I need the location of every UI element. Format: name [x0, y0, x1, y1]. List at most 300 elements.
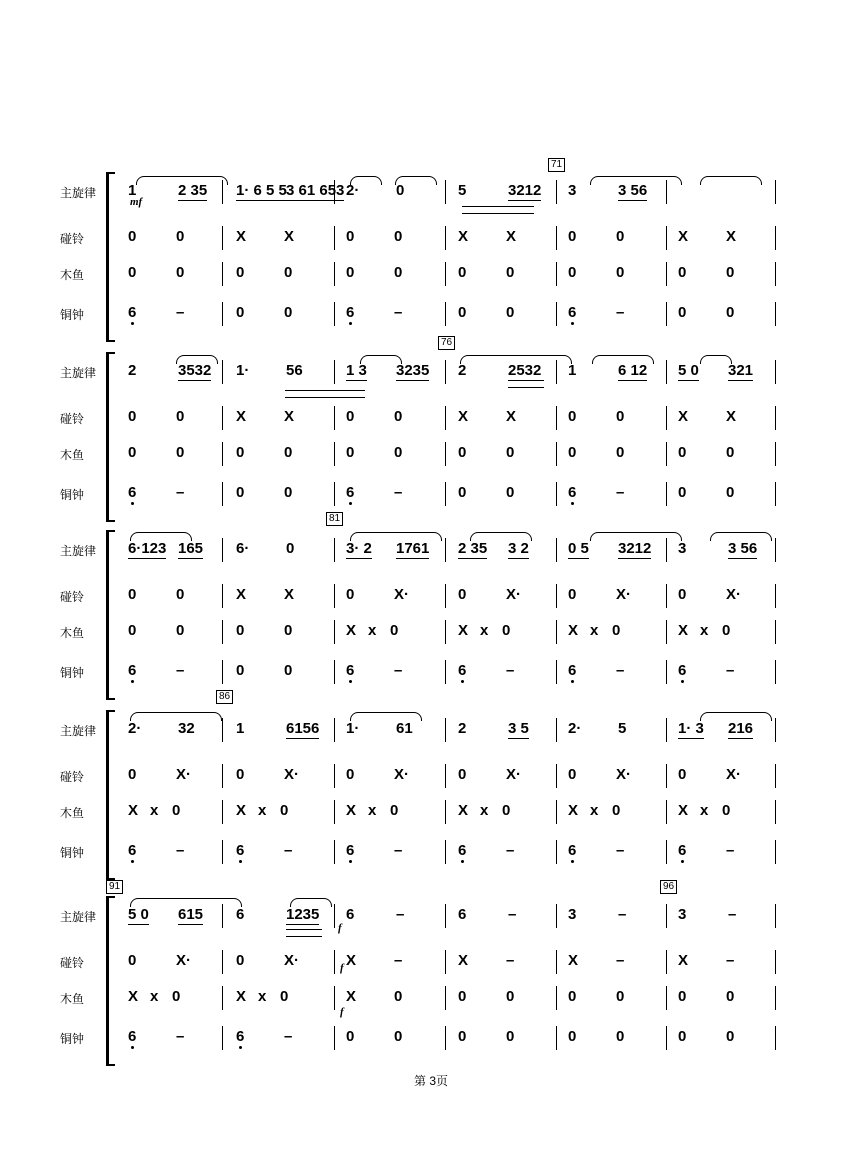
wood-note: X — [236, 802, 247, 819]
barline — [222, 800, 223, 824]
wood-note: 0 — [176, 444, 185, 461]
lower-octave-dot — [571, 680, 574, 683]
melody-note: 56 — [286, 362, 303, 379]
barline — [222, 482, 223, 506]
lower-octave-dot — [571, 322, 574, 325]
wood-note: 0 — [284, 264, 293, 281]
melody-note: 2· — [346, 182, 360, 199]
instrument-label: 主旋律 — [60, 544, 97, 558]
slur — [176, 355, 218, 364]
wood-note: x — [480, 802, 489, 819]
barline — [556, 1026, 557, 1050]
bell-note: 0 — [236, 952, 245, 969]
slur — [360, 355, 402, 364]
barline — [556, 442, 557, 466]
bell-note: X· — [284, 766, 299, 783]
chime-note: – — [616, 484, 625, 501]
barline — [775, 950, 776, 974]
bell-note: X· — [394, 766, 409, 783]
wood-note: X — [568, 802, 579, 819]
chime-note: 6 — [128, 1028, 137, 1045]
melody-note: 2 35 — [458, 540, 488, 557]
bell-note: 0 — [458, 586, 467, 603]
lower-octave-dot — [349, 860, 352, 863]
chime-note: – — [176, 662, 185, 679]
chime-note: 0 — [284, 484, 293, 501]
barline — [666, 584, 667, 608]
bell-note: X· — [284, 952, 299, 969]
barline — [222, 442, 223, 466]
melody-note: 3212 — [618, 540, 652, 557]
instrument-label: 铜钟 — [60, 488, 85, 502]
wood-note: 0 — [128, 622, 137, 639]
chime-note: 0 — [678, 484, 687, 501]
wood-note: 0 — [284, 622, 293, 639]
lower-octave-dot — [239, 1046, 242, 1049]
chime-note: 6 — [458, 662, 467, 679]
melody-note: 1· 3 — [678, 720, 704, 737]
barline — [556, 180, 557, 204]
melody-note: 32 — [178, 720, 195, 737]
barline — [334, 262, 335, 286]
barline — [666, 840, 667, 864]
instrument-label: 木鱼 — [60, 448, 85, 462]
slur — [590, 176, 682, 185]
barline — [775, 226, 776, 250]
wood-note: 0 — [726, 444, 735, 461]
chime-note: 6 — [568, 842, 577, 859]
barline — [556, 406, 557, 430]
wood-note: 0 — [568, 444, 577, 461]
melody-note: 165 — [178, 540, 204, 557]
chime-note: 0 — [284, 662, 293, 679]
bell-note: 0 — [568, 408, 577, 425]
bell-note: X· — [726, 586, 741, 603]
bell-note: 0 — [394, 408, 403, 425]
wood-note: 0 — [284, 444, 293, 461]
melody-note: 6·123 — [128, 540, 167, 557]
bell-note: X — [284, 408, 295, 425]
chime-note: 6 — [346, 662, 355, 679]
slur — [592, 355, 654, 364]
chime-note: – — [394, 304, 403, 321]
slur — [700, 712, 772, 721]
melody-note: 216 — [728, 720, 754, 737]
barline — [666, 620, 667, 644]
wood-note: X — [678, 622, 689, 639]
bell-note: X — [284, 228, 295, 245]
rehearsal-mark: 81 — [326, 512, 343, 526]
chime-note: 0 — [458, 484, 467, 501]
barline — [222, 620, 223, 644]
chime-note: 6 — [346, 484, 355, 501]
lower-octave-dot — [239, 860, 242, 863]
bell-note: X — [458, 228, 469, 245]
chime-note: 0 — [678, 1028, 687, 1045]
barline — [556, 620, 557, 644]
hairpin — [462, 206, 534, 214]
wood-note: 0 — [616, 988, 625, 1005]
barline — [334, 226, 335, 250]
barline — [666, 950, 667, 974]
barline — [222, 226, 223, 250]
melody-note: – — [618, 906, 627, 923]
wood-note: X — [458, 622, 469, 639]
instrument-label: 碰铃 — [60, 412, 85, 426]
wood-note: 0 — [678, 264, 687, 281]
chime-note: 6 — [128, 842, 137, 859]
melody-note: 6 — [458, 906, 467, 923]
bell-note: 0 — [128, 586, 137, 603]
bell-note: X· — [506, 766, 521, 783]
wood-note: 0 — [506, 444, 515, 461]
instrument-label: 主旋律 — [60, 366, 97, 380]
wood-note: X — [236, 988, 247, 1005]
instrument-label: 铜钟 — [60, 846, 85, 860]
chime-note: 6 — [346, 842, 355, 859]
barline — [556, 986, 557, 1010]
bell-note: 0 — [346, 408, 355, 425]
bell-note: 0 — [128, 228, 137, 245]
barline — [556, 950, 557, 974]
melody-note: 6 — [236, 906, 245, 923]
wood-note: 0 — [458, 264, 467, 281]
melody-note: 5 0 — [678, 362, 699, 379]
wood-note: x — [480, 622, 489, 639]
barline — [556, 302, 557, 326]
chime-note: 6 — [458, 842, 467, 859]
wood-note: 0 — [506, 988, 515, 1005]
melody-note: 6156 — [286, 720, 320, 737]
lower-octave-dot — [131, 860, 134, 863]
melody-note: 2 — [458, 720, 467, 737]
instrument-label: 木鱼 — [60, 626, 85, 640]
bell-note: X· — [394, 586, 409, 603]
wood-note: 0 — [458, 988, 467, 1005]
wood-note: X — [128, 802, 139, 819]
barline — [775, 584, 776, 608]
barline — [666, 302, 667, 326]
chime-note: 0 — [726, 1028, 735, 1045]
bell-note: 0 — [128, 952, 137, 969]
barline — [445, 764, 446, 788]
barline — [775, 180, 776, 204]
barline — [445, 950, 446, 974]
barline — [445, 226, 446, 250]
instrument-label: 主旋律 — [60, 910, 97, 924]
chime-note: – — [176, 842, 185, 859]
melody-note: 1· — [346, 720, 360, 737]
melody-note: 2 35 — [178, 182, 208, 199]
wood-note: 0 — [128, 444, 137, 461]
instrument-label: 碰铃 — [60, 590, 85, 604]
instrument-label: 铜钟 — [60, 1032, 85, 1046]
wood-note: 0 — [394, 264, 403, 281]
bell-note: 0 — [568, 766, 577, 783]
chime-note: 6 — [678, 842, 687, 859]
barline — [334, 1026, 335, 1050]
barline — [556, 800, 557, 824]
barline — [445, 442, 446, 466]
barline — [334, 302, 335, 326]
barline — [666, 406, 667, 430]
melody-note: 1 3 — [346, 362, 367, 379]
wood-note: x — [700, 802, 709, 819]
barline — [556, 538, 557, 562]
wood-note: 0 — [726, 988, 735, 1005]
slur — [350, 712, 422, 721]
bell-note: X — [678, 408, 689, 425]
barline — [775, 800, 776, 824]
wood-note: 0 — [568, 988, 577, 1005]
barline — [334, 538, 335, 562]
instrument-label: 主旋律 — [60, 724, 97, 738]
barline — [556, 660, 557, 684]
chime-note: – — [176, 304, 185, 321]
barline — [445, 718, 446, 742]
barline — [445, 262, 446, 286]
lower-octave-dot — [349, 680, 352, 683]
slur — [395, 176, 437, 185]
bell-note: 0 — [128, 766, 137, 783]
bell-note: X — [284, 586, 295, 603]
rehearsal-mark: 71 — [548, 158, 565, 172]
barline — [775, 1026, 776, 1050]
bell-note: 0 — [616, 408, 625, 425]
bell-note: 0 — [346, 766, 355, 783]
bell-note: X — [458, 408, 469, 425]
melody-note: 0 — [286, 540, 295, 557]
rehearsal-mark: 91 — [106, 880, 123, 894]
instrument-label: 铜钟 — [60, 666, 85, 680]
barline — [775, 406, 776, 430]
melody-note: 1 — [236, 720, 245, 737]
bell-note: X· — [616, 766, 631, 783]
chime-note: – — [394, 842, 403, 859]
wood-note: 0 — [616, 444, 625, 461]
melody-note: 3 56 — [618, 182, 648, 199]
barline — [222, 660, 223, 684]
chime-note: – — [284, 1028, 293, 1045]
bell-note: X· — [616, 586, 631, 603]
slur — [350, 176, 382, 185]
barline — [222, 950, 223, 974]
bell-note: X· — [176, 952, 191, 969]
chime-note: 0 — [394, 1028, 403, 1045]
barline — [666, 226, 667, 250]
barline — [334, 442, 335, 466]
bell-note: – — [726, 952, 735, 969]
chime-note: 6 — [128, 484, 137, 501]
wood-note: x — [590, 802, 599, 819]
chime-note: – — [616, 842, 625, 859]
melody-note: 61 — [396, 720, 413, 737]
chime-note: – — [284, 842, 293, 859]
slur — [700, 355, 732, 364]
wood-note: x — [150, 802, 159, 819]
barline — [666, 360, 667, 384]
wood-note: 0 — [678, 988, 687, 1005]
wood-note: 0 — [506, 264, 515, 281]
barline — [445, 360, 446, 384]
barline — [775, 442, 776, 466]
lower-octave-dot — [349, 322, 352, 325]
chime-note: – — [394, 662, 403, 679]
bell-note: X — [678, 228, 689, 245]
chime-note: – — [394, 484, 403, 501]
slur — [470, 532, 532, 541]
lower-octave-dot — [131, 502, 134, 505]
chime-note: – — [176, 484, 185, 501]
bell-note: 0 — [346, 228, 355, 245]
wood-note: 0 — [172, 988, 181, 1005]
barline — [445, 302, 446, 326]
hairpin — [508, 380, 544, 388]
melody-note: 1· 6 5 5 — [236, 182, 287, 199]
chime-note: 6 — [236, 1028, 245, 1045]
bell-note: 0 — [678, 586, 687, 603]
melody-note: 5 0 — [128, 906, 149, 923]
bell-note: X — [678, 952, 689, 969]
melody-note: 3212 — [508, 182, 542, 199]
barline — [334, 986, 335, 1010]
barline — [666, 904, 667, 928]
slur — [130, 712, 222, 721]
chime-note: 6 — [128, 662, 137, 679]
melody-note: 3 61 653 — [286, 182, 345, 199]
wood-note: 0 — [176, 264, 185, 281]
chime-note: 0 — [616, 1028, 625, 1045]
barline — [445, 800, 446, 824]
melody-note: 2 — [458, 362, 467, 379]
wood-note: 0 — [612, 622, 621, 639]
barline — [666, 986, 667, 1010]
melody-note: 321 — [728, 362, 754, 379]
bell-note: 0 — [678, 766, 687, 783]
slur — [590, 532, 682, 541]
wood-note: 0 — [678, 444, 687, 461]
barline — [666, 442, 667, 466]
barline — [445, 840, 446, 864]
melody-note: 3 — [568, 182, 577, 199]
rehearsal-mark: 76 — [438, 336, 455, 350]
chime-note: – — [176, 1028, 185, 1045]
barline — [334, 482, 335, 506]
wood-note: X — [568, 622, 579, 639]
melody-note: 0 5 — [568, 540, 589, 557]
slur — [700, 176, 762, 185]
barline — [556, 482, 557, 506]
barline — [775, 660, 776, 684]
melody-note: 2 — [128, 362, 137, 379]
chime-note: 6 — [236, 842, 245, 859]
lower-octave-dot — [571, 860, 574, 863]
barline — [445, 180, 446, 204]
barline — [334, 950, 335, 974]
barline — [222, 764, 223, 788]
melody-note: 1761 — [396, 540, 430, 557]
chime-note: 0 — [678, 304, 687, 321]
wood-note: 0 — [236, 264, 245, 281]
barline — [222, 1026, 223, 1050]
wood-note: x — [258, 988, 267, 1005]
wood-note: x — [150, 988, 159, 1005]
wood-note: 0 — [346, 264, 355, 281]
chime-note: 6 — [568, 484, 577, 501]
chime-note: 0 — [236, 304, 245, 321]
barline — [222, 360, 223, 384]
instrument-label: 碰铃 — [60, 956, 85, 970]
bell-note: X — [726, 228, 737, 245]
dynamic-f: f — [340, 962, 344, 974]
instrument-label: 木鱼 — [60, 806, 85, 820]
melody-note: 0 — [396, 182, 405, 199]
wood-note: 0 — [502, 622, 511, 639]
melody-note: 1235 — [286, 906, 320, 923]
melody-note: 2· — [128, 720, 142, 737]
bell-note: 0 — [236, 766, 245, 783]
slur — [350, 532, 442, 541]
lower-octave-dot — [131, 1046, 134, 1049]
bell-note: – — [394, 952, 403, 969]
chime-note: 0 — [458, 1028, 467, 1045]
wood-note: 0 — [128, 264, 137, 281]
barline — [775, 482, 776, 506]
chime-note: 0 — [346, 1028, 355, 1045]
slur — [460, 355, 572, 364]
barline — [775, 718, 776, 742]
barline — [666, 718, 667, 742]
chime-note: – — [726, 842, 735, 859]
barline — [334, 904, 335, 928]
bell-note: X — [458, 952, 469, 969]
chime-note: 6 — [678, 662, 687, 679]
slur — [130, 898, 242, 907]
barline — [445, 986, 446, 1010]
melody-note: 6 12 — [618, 362, 648, 379]
lower-octave-dot — [571, 502, 574, 505]
barline — [445, 406, 446, 430]
melody-note: – — [508, 906, 517, 923]
chime-note: 0 — [506, 484, 515, 501]
barline — [334, 764, 335, 788]
barline — [222, 262, 223, 286]
barline — [445, 904, 446, 928]
wood-note: X — [346, 622, 357, 639]
wood-note: x — [700, 622, 709, 639]
barline — [556, 840, 557, 864]
rehearsal-mark: 96 — [660, 880, 677, 894]
bell-note: 0 — [458, 766, 467, 783]
chime-note: 6 — [568, 662, 577, 679]
wood-note: X — [128, 988, 139, 1005]
barline — [556, 904, 557, 928]
wood-note: 0 — [236, 444, 245, 461]
barline — [334, 620, 335, 644]
instrument-label: 主旋律 — [60, 186, 97, 200]
lower-octave-dot — [681, 860, 684, 863]
chime-note: – — [616, 662, 625, 679]
barline — [445, 1026, 446, 1050]
melody-note: – — [396, 906, 405, 923]
dynamic-f: f — [340, 1006, 344, 1018]
wood-note: 0 — [346, 444, 355, 461]
chime-note: 6 — [346, 304, 355, 321]
barline — [222, 904, 223, 928]
bell-note: X· — [726, 766, 741, 783]
barline — [222, 718, 223, 742]
barline — [222, 840, 223, 864]
